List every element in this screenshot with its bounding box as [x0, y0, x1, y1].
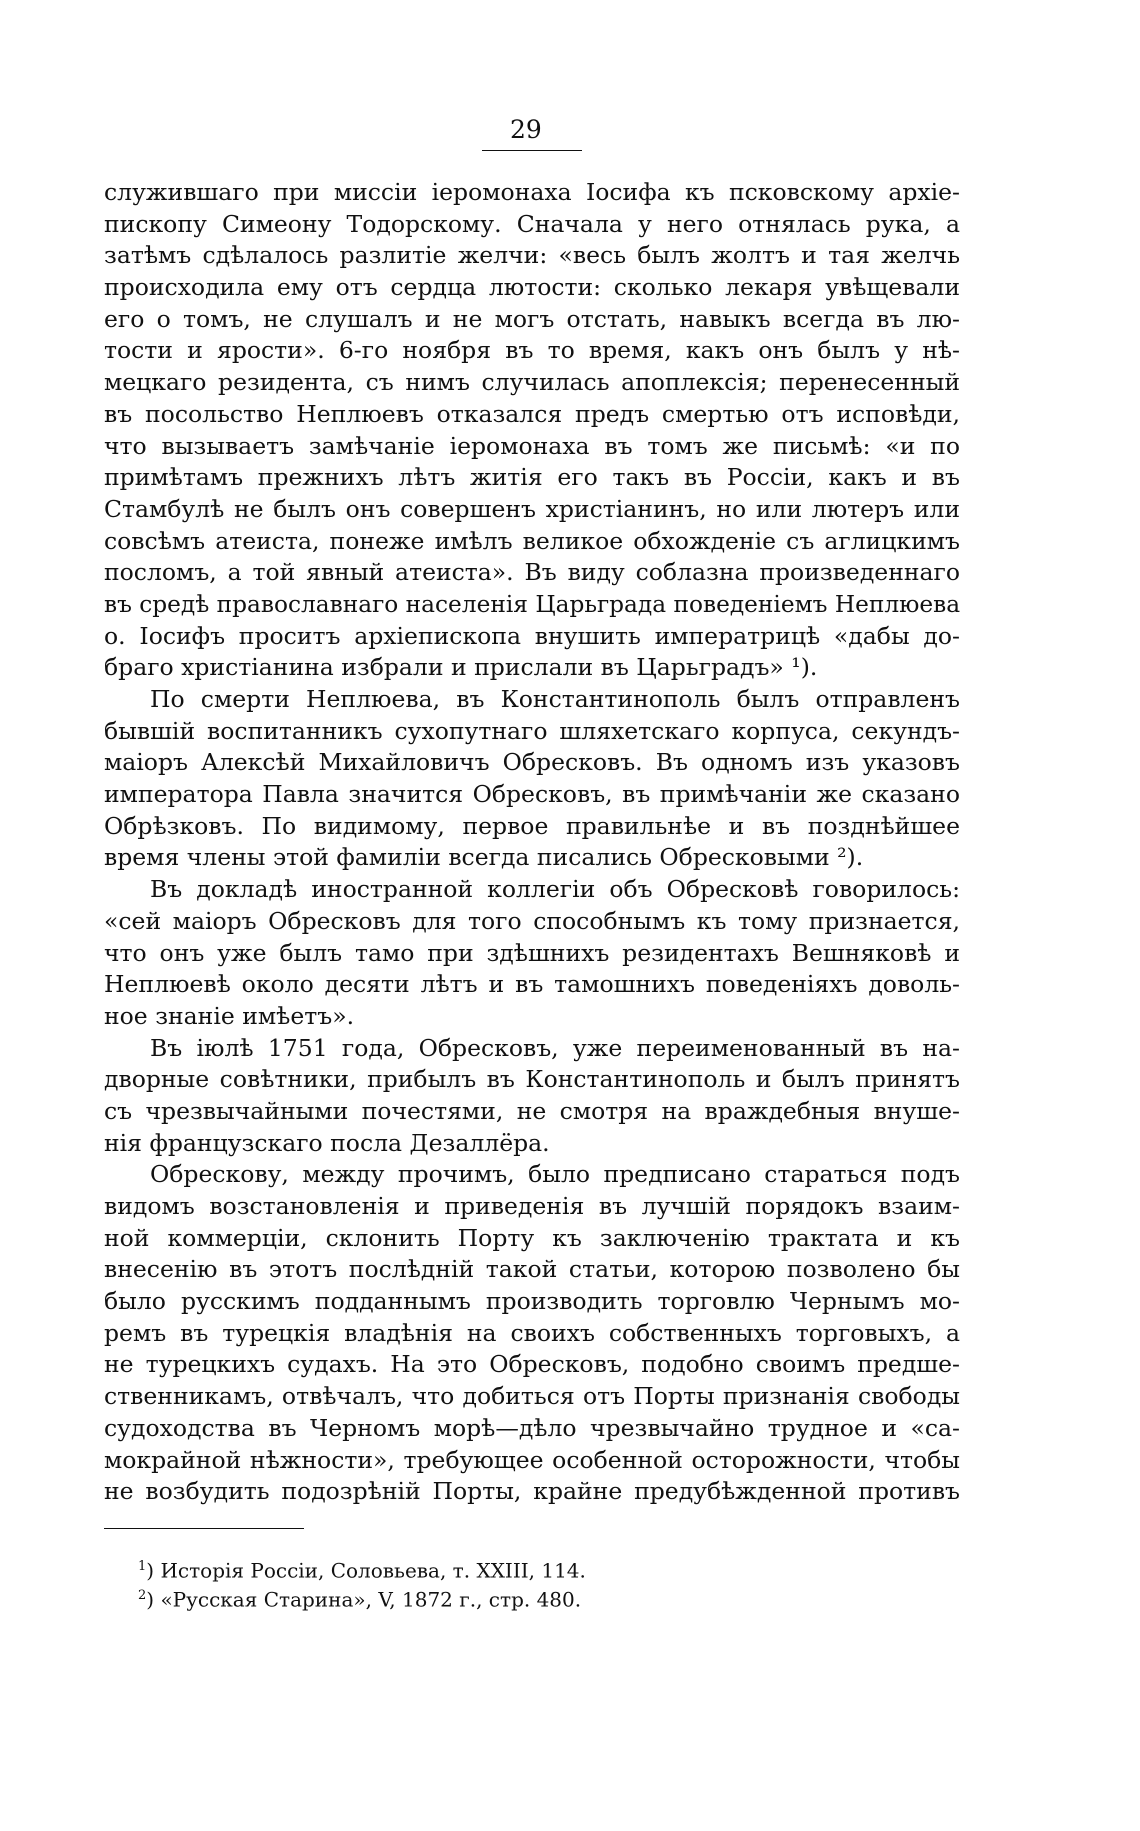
header-rule: [482, 150, 582, 151]
text-line: не турецкихъ судахъ. На это Обресковъ, подобно своимъ предше-: [104, 1350, 960, 1379]
text-line: совсѣмъ атеиста, понеже имѣлъ великое обхожденіе съ аглицкимъ: [104, 526, 960, 555]
text-line: его о томъ, не слушалъ и не могъ отстать, навыкъ всегда въ лю-: [104, 304, 960, 333]
text-line: бывшій воспитанникъ сухопутнаго шляхетскаго корпуса, секундъ-: [104, 716, 960, 745]
text-line: маіоръ Алексѣй Михайловичъ Обресковъ. Въ одномъ изъ указовъ: [104, 748, 960, 777]
footnote-rule: [104, 1528, 304, 1529]
text-line: По смерти Неплюева, въ Константинополь былъ отправленъ: [150, 685, 960, 713]
text-line: Въ докладѣ иностранной коллегіи объ Обресковѣ говорилось:: [150, 875, 960, 904]
text-line: императора Павла значится Обресковъ, въ примѣчаніи же сказано: [104, 780, 960, 809]
page-number: 29: [510, 115, 542, 144]
text-line: о. Іосифъ проситъ архіепископа внушить императрицѣ «дабы до-: [104, 621, 960, 650]
footnote-mark: 2: [138, 1588, 147, 1603]
text-line: видомъ возстановленія и приведенія въ лучшій порядокъ взаим-: [104, 1192, 960, 1220]
text-line: не возбудить подозрѣній Порты, крайне предубѣжденной противъ: [104, 1477, 960, 1506]
text-line: затѣмъ сдѣлалось разлитіе желчи: «весь былъ жолтъ и тая желчь: [104, 241, 960, 270]
text-line: примѣтамъ прежнихъ лѣтъ житія его такъ въ Россіи, какъ и въ: [104, 463, 960, 492]
text-line: посломъ, а той явный атеиста». Въ виду соблазна произведеннаго: [104, 558, 960, 587]
text-line: что вызываетъ замѣчаніе іеромонаха въ томъ же письмѣ: «и по: [104, 431, 960, 460]
text-line: Въ іюлѣ 1751 года, Обресковъ, уже переименованный въ на-: [150, 1033, 960, 1062]
text-line: тости и ярости». 6-го ноября въ то время, какъ онъ былъ у нѣ-: [104, 336, 960, 365]
footnote-text: ) Исторія Россіи, Соловьева, т. XXIII, 114.: [146, 1558, 586, 1583]
footnote-text: ) «Русская Старина», V, 1872 г., стр. 480.: [146, 1587, 582, 1612]
text-line: Стамбулѣ не былъ онъ совершенъ христіанинъ, но или лютеръ или: [104, 494, 960, 523]
text-line: служившаго при миссіи іеромонаха Іосифа къ псковскому архіе-: [104, 178, 960, 206]
text-line: ремъ въ турецкія владѣнія на своихъ собственныхъ торговыхъ, а: [104, 1318, 960, 1347]
text-line: ное знаніе имѣетъ».: [104, 1001, 355, 1030]
text-line: ственникамъ, отвѣчалъ, что добиться отъ Порты признанія свободы: [104, 1382, 960, 1411]
footnote: [138, 1552, 586, 1581]
footnote: [138, 1581, 586, 1610]
text-line: ной коммерціи, склонить Порту къ заключенію трактата и къ: [104, 1223, 960, 1252]
text-line: пископу Симеону Тодорскому. Сначала у него отнялась рука, а: [104, 209, 960, 238]
text-line: въ посольство Неплюевъ отказался предъ смертью отъ исповѣди,: [104, 399, 960, 428]
text-line: мецкаго резидента, съ нимъ случилась апоплексія; перенесенный: [104, 368, 960, 397]
body-text: [104, 177, 960, 1508]
text-line: Неплюевѣ около десяти лѣтъ и въ тамошнихъ поведеніяхъ доволь-: [104, 970, 960, 999]
text-line: въ средѣ православнаго населенія Царьграда поведеніемъ Неплюева: [104, 590, 961, 618]
text-line: происходила ему отъ сердца лютости: сколько лекаря увѣщевали: [104, 273, 960, 302]
text-line: мокрайной нѣжности», требующее особенной осторожности, чтобы: [104, 1445, 960, 1474]
text-line: «сей маіоръ Обресковъ для того способнымъ къ тому признается,: [104, 906, 960, 935]
text-line: Обрескову, между прочимъ, было предписано стараться подъ: [150, 1160, 960, 1189]
text-line: браго христіанина избрали и прислали въ Царьградъ» ¹).: [104, 653, 818, 682]
text-line: было русскимъ подданнымъ производить торговлю Чернымъ мо-: [104, 1287, 960, 1316]
footnotes: [138, 1552, 586, 1610]
text-line: время члены этой фамиліи всегда писались Обресковыми ²).: [104, 843, 864, 872]
text-line: внесенію въ этотъ послѣдній такой статьи, которою позволено бы: [104, 1255, 960, 1284]
text-line: что онъ уже былъ тамо при здѣшнихъ резидентахъ Вешняковѣ и: [104, 938, 960, 967]
text-line: судоходства въ Черномъ морѣ—дѣло чрезвычайно трудное и «са-: [104, 1413, 960, 1442]
text-line: дворные совѣтники, прибылъ въ Константинополь и былъ принятъ: [104, 1065, 960, 1094]
text-line: съ чрезвычайными почестями, не смотря на враждебныя внуше-: [104, 1096, 960, 1125]
text-line: Обрѣзковъ. По видимому, первое правильнѣе и въ позднѣйшее: [104, 811, 960, 840]
footnote-mark: 1: [138, 1559, 147, 1574]
text-line: нія французскаго посла Дезаллёра.: [104, 1128, 550, 1157]
